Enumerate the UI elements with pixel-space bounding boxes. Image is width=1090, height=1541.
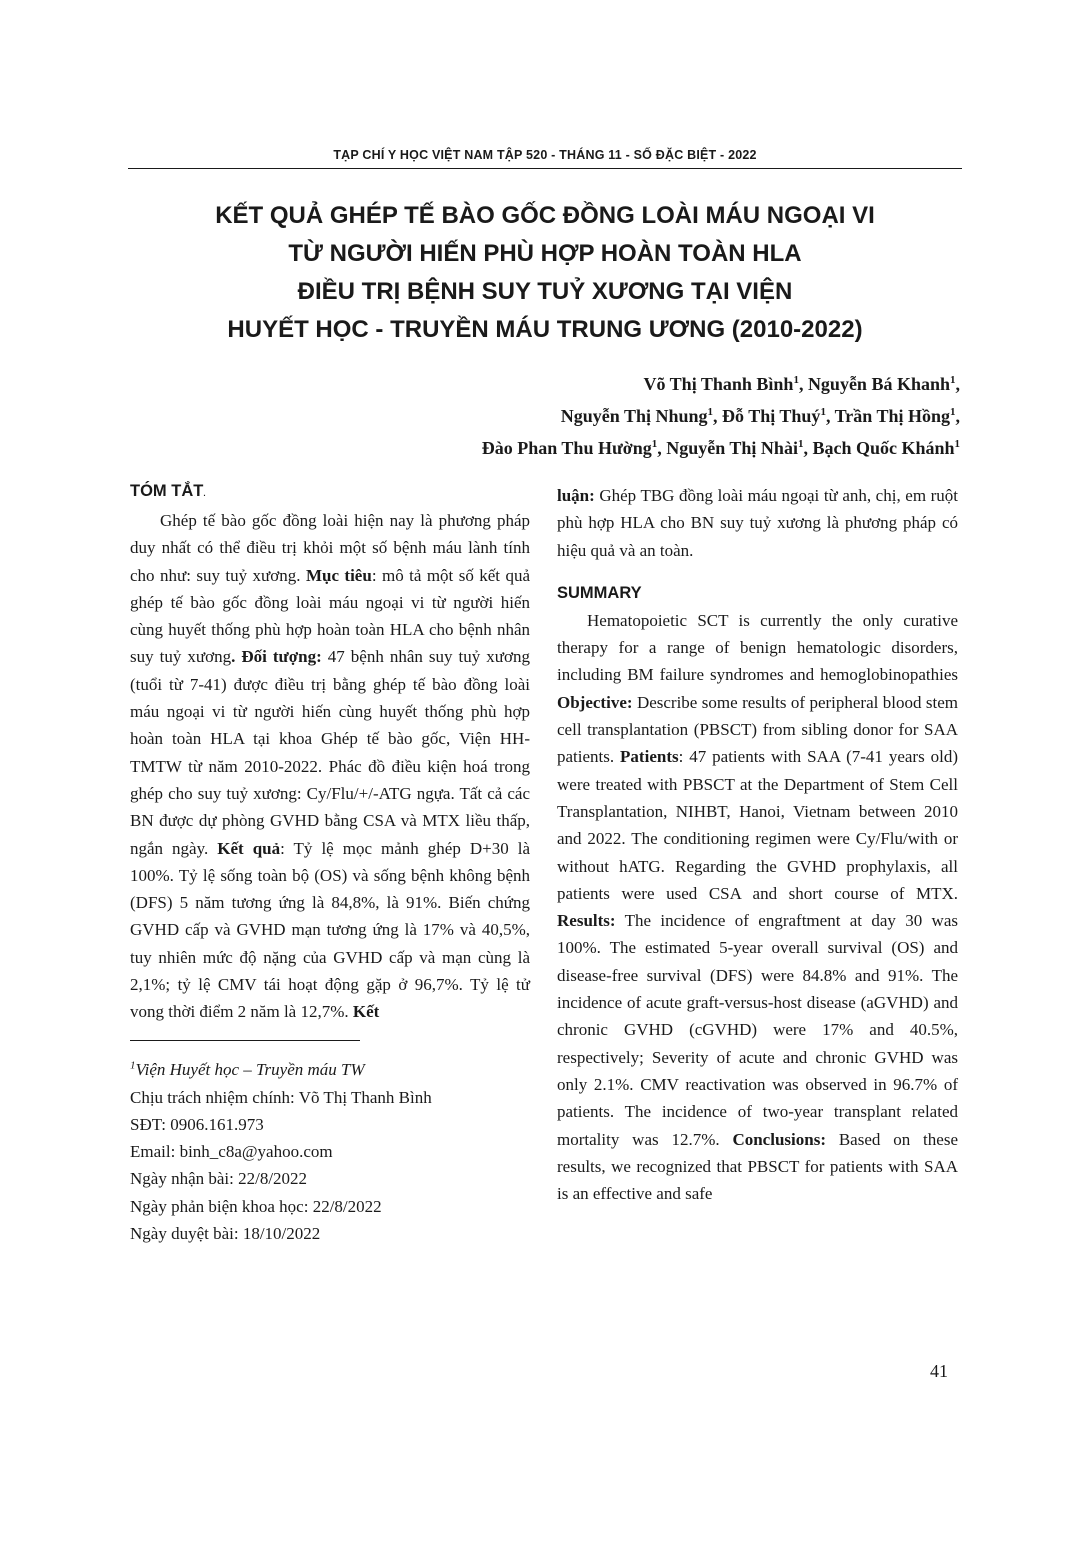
author-affiliation-mark: 1 bbox=[651, 438, 658, 450]
abstract-vi-body bbox=[130, 507, 530, 1026]
author-separator: , bbox=[713, 406, 723, 426]
author-name: Võ Thị Thanh Bình bbox=[643, 374, 794, 394]
author-affiliation-mark: 1 bbox=[950, 374, 956, 386]
conclusion-text-vi: Ghép TBG đồng loài máu ngoại từ anh, chị, em ruột phù hợp HLA cho BN suy tuỷ xương là phương pháp có hiệu quả và an toàn. bbox=[557, 486, 958, 560]
patients-label-en: Patients bbox=[620, 747, 679, 767]
heading-mark: . bbox=[203, 489, 206, 498]
author-footnote bbox=[130, 1053, 530, 1248]
author-list bbox=[482, 366, 960, 462]
author-affiliation-mark: 1 bbox=[797, 438, 804, 450]
objective-label-vi: Mục tiêu bbox=[305, 565, 372, 585]
author-affiliation-mark: 1 bbox=[820, 406, 826, 418]
author-separator: , bbox=[825, 406, 835, 426]
author-affiliation-mark: 1 bbox=[950, 406, 956, 418]
corresponding-author: Chịu trách nhiệm chính: Võ Thị Thanh Bình bbox=[130, 1087, 432, 1107]
subjects-text-vi: 47 bệnh nhân suy tuỷ xương (tuổi từ 7-41) được điều trị bằng ghép tế bào đồng loài máu ngoại vi từ người hiến cùng huyết thống phù hợp hoàn toàn HLA tại khoa Ghép tế bào gốc, Viện HH-TMTW từ năm 2010-2022. Phác đồ điều kiện hoá trong ghép cho suy tuỷ xương: Cy/Flu/+/-ATG ngựa. Tất cả các BN được dự phòng GVHD bằng CSA và MTX liều thấp, ngắn ngày. bbox=[130, 647, 530, 858]
author-name: Nguyễn Thị Nhung bbox=[560, 406, 708, 426]
author-line-3 bbox=[482, 430, 960, 462]
abstract-vi-intro: Ghép tế bào gốc đồng loài hiện nay là phương pháp duy nhất có thể điều trị khỏi một số bệnh máu lành tính cho như: suy tuỷ xương. bbox=[130, 511, 530, 585]
author-separator: , bbox=[657, 438, 667, 458]
title-line-4: HUYẾT HỌC - TRUYỀN MÁU TRUNG ƯƠNG (2010-2022) bbox=[227, 316, 863, 343]
author-name: Nguyễn Bá Khanh bbox=[807, 374, 950, 394]
conclusion-label-vi-part2: luận: bbox=[557, 486, 595, 505]
affiliation-mark: 1 bbox=[130, 1059, 136, 1072]
footnote-rule bbox=[130, 1040, 360, 1041]
results-label-en: Results: bbox=[557, 911, 616, 931]
objective-text-vi: : mô tả một số kết quả ghép tế bào gốc đồng loài máu ngoại vi từ người hiến cùng huyết thống phù hợp hoàn toàn HLA cho bệnh nhân suy tuỷ xương bbox=[130, 565, 530, 667]
objective-text-en: Describe some results of peripheral blood stem cell transplantation (PBSCT) from sibling donor for SAA patients. bbox=[557, 692, 958, 767]
summary-intro: Hematopoietic SCT is currently the only curative therapy for a range of benign hematologic disorders, including BM failure syndromes and hemoglobinopathies bbox=[557, 610, 958, 685]
objective-label-en: Objective: bbox=[557, 692, 633, 712]
results-label-vi: Kết quả bbox=[217, 838, 281, 858]
title-line-1: KẾT QUẢ GHÉP TẾ BÀO GỐC ĐỒNG LOÀI MÁU NGOẠI VI bbox=[215, 202, 875, 229]
affiliation-text: Viện Huyết học – Truyền máu TW bbox=[135, 1060, 365, 1080]
author-name: Nguyễn Thị Nhài bbox=[666, 438, 798, 458]
author-separator: , bbox=[798, 374, 808, 394]
author-name: Trần Thị Hồng bbox=[834, 406, 950, 426]
author-line-2 bbox=[482, 398, 960, 430]
summary-body bbox=[557, 607, 958, 1208]
article-title bbox=[128, 197, 962, 349]
affiliation-note bbox=[130, 1053, 530, 1084]
summary-heading: SUMMARY bbox=[557, 583, 642, 602]
conclusions-label-en: Conclusions: bbox=[732, 1129, 826, 1149]
author-affiliation-mark: 1 bbox=[954, 438, 960, 450]
date-accepted: Ngày duyệt bài: 18/10/2022 bbox=[130, 1224, 321, 1244]
author-line-1 bbox=[482, 366, 960, 398]
title-line-2: TỪ NGƯỜI HIẾN PHÙ HỢP HOÀN TOÀN HLA bbox=[288, 240, 802, 267]
date-reviewed: Ngày phản biện khoa học: 22/8/2022 bbox=[130, 1196, 382, 1216]
conclusion-label-vi-part1: Kết bbox=[352, 1002, 380, 1022]
results-text-vi: : Tỷ lệ mọc mảnh ghép D+30 là 100%. Tỷ lệ sống toàn bộ (OS) và sống bệnh không bệnh (DFS) 5 năm tương ứng là 84,8%, là 91%. Biến chứng GVHD cấp và GVHD mạn tương ứng là 17% và 40,5%, tuy nhiên mức độ nặng của GVHD cấp và mạn cùng là 2,1%; tỷ lệ CMV tái hoạt động gặp ở 96,7%. Tỷ lệ tử vong thời điểm 2 năm là 12,7%. bbox=[130, 838, 530, 1022]
date-received: Ngày nhận bài: 22/8/2022 bbox=[130, 1169, 308, 1189]
abstract-vi-heading-text: TÓM TẮT bbox=[130, 482, 204, 500]
author-affiliation-mark: 1 bbox=[707, 406, 714, 418]
abstract-vi-heading bbox=[130, 478, 530, 507]
author-name: Đỗ Thị Thuý bbox=[722, 406, 821, 426]
conclusions-text-en: Based on these results, we recognized that PBSCT for patients with SAA is an effective and safe bbox=[557, 1129, 958, 1204]
subjects-label-vi: . Đối tượng: bbox=[231, 647, 322, 667]
author-separator: , bbox=[955, 374, 960, 394]
title-line-3: ĐIỀU TRỊ BỆNH SUY TUỶ XƯƠNG TẠI VIỆN bbox=[297, 278, 793, 305]
page-number: 41 bbox=[930, 1361, 948, 1381]
right-column bbox=[557, 482, 958, 1207]
left-column bbox=[130, 478, 530, 1247]
author-name: Đào Phan Thu Hường bbox=[481, 438, 652, 458]
author-affiliation-mark: 1 bbox=[793, 374, 799, 386]
patients-text-en: : 47 patients with SAA (7-41 years old) were treated with PBSCT at the Department of Stem Cell Transplantation, NIHBT, Hanoi, Vietnam between 2010 and 2022. The conditioning regimen were Cy/Flu/with or without hATG. Regarding the GVHD prophylaxis, all patients were used CSA and short course of MTX. bbox=[557, 747, 958, 903]
running-header: TẠP CHÍ Y HỌC VIỆT NAM TẬP 520 - THÁNG 11 - SỐ ĐẶC BIỆT - 2022 bbox=[333, 148, 757, 162]
phone-number: SĐT: 0906.161.973 bbox=[130, 1114, 264, 1134]
abstract-vi-continued bbox=[557, 482, 958, 564]
author-separator: , bbox=[955, 406, 960, 426]
author-separator: , bbox=[803, 438, 813, 458]
header-rule bbox=[128, 168, 962, 169]
email-address: Email: binh_c8a@yahoo.com bbox=[130, 1142, 333, 1162]
results-text-en: The incidence of engraftment at day 30 was 100%. The estimated 5-year overall survival (OS) and disease-free survival (DFS) were 84.8% and 91%. The incidence of acute graft-versus-host disease (aGVHD) and chronic GVHD (cGVHD) were 17% and 40.5%, respectively; Severity of acute and chronic GVHD was only 2.1%. CMV reactivation was observed in 96.7% of patients. The incidence of two-year transplant related mortality was 12.7%. bbox=[557, 911, 958, 1149]
author-name: Bạch Quốc Khánh bbox=[812, 438, 955, 458]
